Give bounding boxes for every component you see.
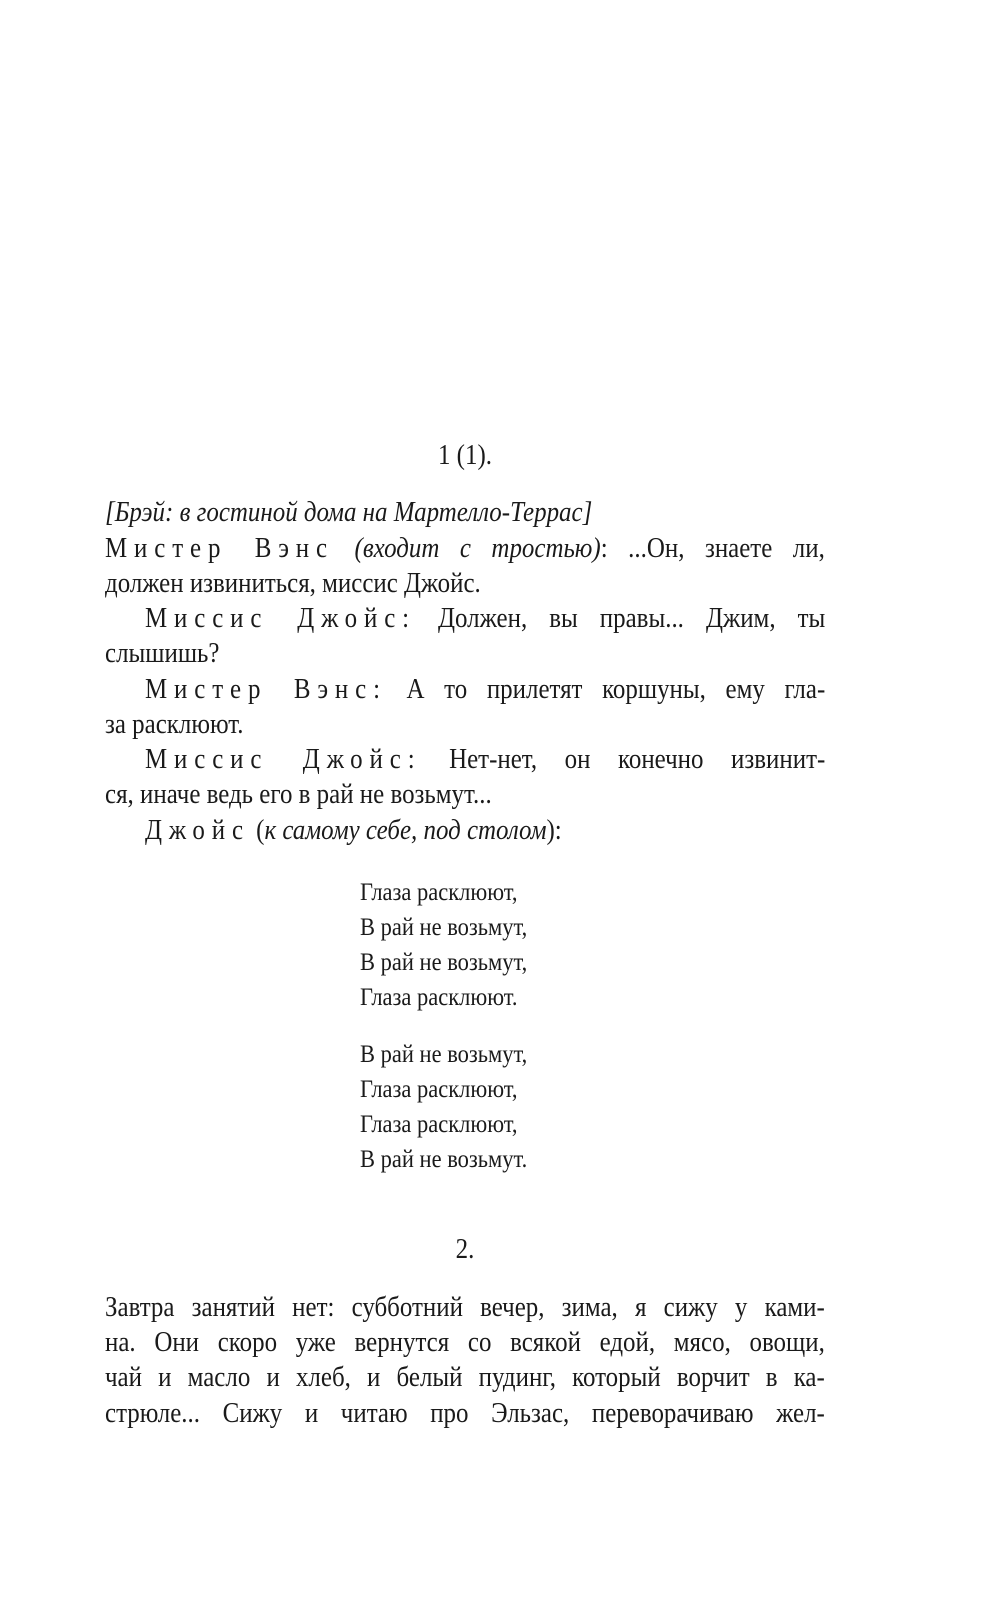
dialogue-joyce-boy: Джойс (к самому себе, под столом): xyxy=(145,814,562,846)
dialogue-vance-1 xyxy=(105,531,825,565)
section-heading-2: 2. xyxy=(455,1233,475,1265)
section-heading-1: 1 (1). xyxy=(437,439,493,471)
paragraph-line: стрюле... Сижу и читаю про Эльзас, переворачиваю жел- xyxy=(105,1397,825,1429)
speaker-name: Джойс xyxy=(145,814,250,846)
verse-line: В рай не возьмут, xyxy=(360,1041,528,1068)
speaker-name: Мистер Вэнс xyxy=(105,532,334,564)
speaker-name: Миссис Джойс: xyxy=(145,602,416,634)
dialogue-text-continued: должен извиниться, миссис Джойс. xyxy=(105,567,481,599)
dialogue-text-continued: слышишь? xyxy=(105,637,220,669)
verse-line: В рай не возьмут. xyxy=(360,1146,528,1173)
dialogue-text-continued: ся, иначе ведь его в рай не возьмут... xyxy=(105,778,492,810)
paragraph-line: чай и масло и хлеб, и белый пудинг, который ворчит в ка- xyxy=(105,1361,825,1393)
verse-line: В рай не возьмут, xyxy=(360,914,528,941)
speaker-direction: (входит с тростью) xyxy=(354,532,601,564)
verse-line: Глаза расклюют. xyxy=(360,984,518,1011)
verse-line: Глаза расклюют, xyxy=(360,1076,518,1103)
dialogue-vance-2 xyxy=(145,672,825,706)
paragraph-line: Завтра занятий нет: субботний вечер, зима, я сижу у ками- xyxy=(105,1291,825,1323)
verse-line: В рай не возьмут, xyxy=(360,949,528,976)
stage-direction: [Брэй: в гостиной дома на Мартелло-Террас] xyxy=(105,496,593,528)
dialogue-joyce-1 xyxy=(145,601,825,635)
speaker-name: Мистер Вэнс: xyxy=(145,673,387,705)
paragraph-line: на. Они скоро уже вернутся со всякой едой, мясо, овощи, xyxy=(105,1326,825,1358)
dialogue-text: А то прилетят коршуны, ему гла- xyxy=(406,673,826,705)
dialogue-text: Нет-нет, он конечно извинит- xyxy=(449,743,826,775)
verse-line: Глаза расклюют, xyxy=(360,1111,518,1138)
speaker-name: Миссис Джойс: xyxy=(145,743,422,775)
dialogue-text-continued: за расклюют. xyxy=(105,708,244,740)
verse-line: Глаза расклюют, xyxy=(360,879,518,906)
speaker-direction: к самому себе, под столом xyxy=(264,814,547,846)
dialogue-text: : ...Он, знаете ли, xyxy=(600,532,825,564)
dialogue-joyce-2 xyxy=(145,742,825,776)
dialogue-text: Должен, вы правы... Джим, ты xyxy=(438,602,826,634)
